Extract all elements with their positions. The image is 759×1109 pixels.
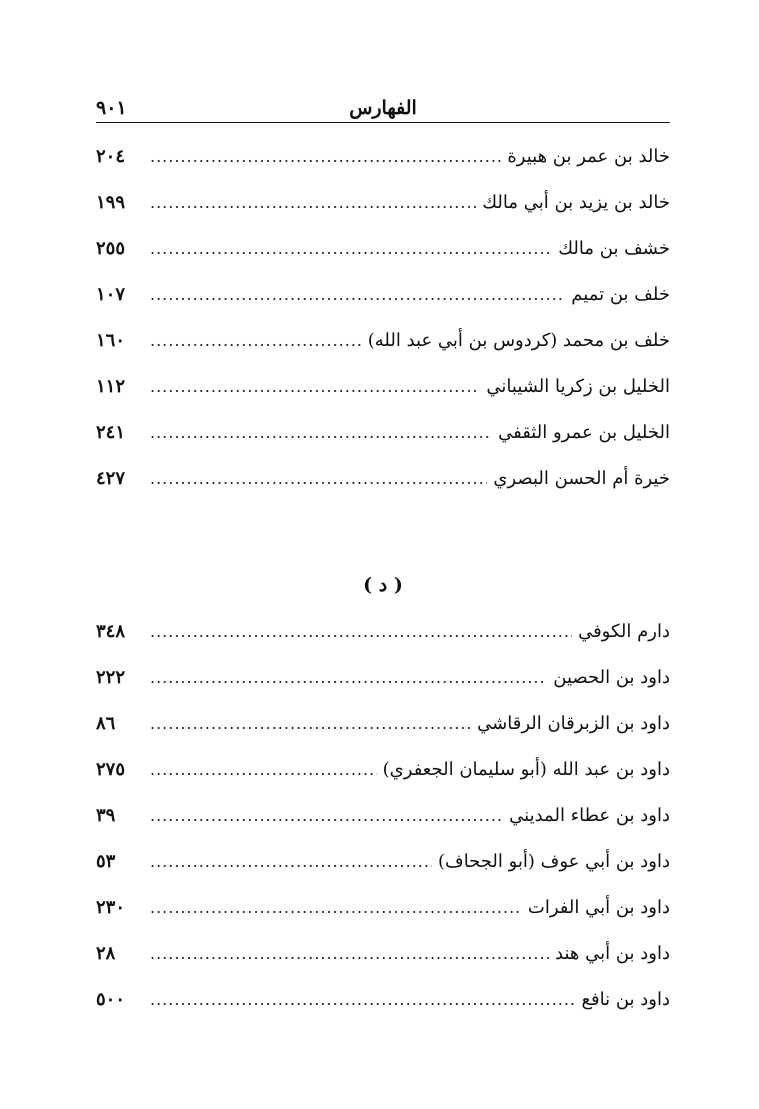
entry-name: خلف بن تميم	[571, 284, 670, 305]
index-entry	[96, 612, 670, 658]
index-entry	[96, 888, 670, 934]
index-entry	[96, 275, 670, 321]
entry-name: داود بن الحصين	[553, 667, 670, 688]
entry-page-number: ٢٨	[96, 943, 116, 964]
entry-page-number: ٣٩	[96, 805, 116, 826]
index-entry	[96, 413, 670, 459]
entry-name: خالد بن عمر بن هبيرة	[507, 146, 670, 167]
entry-page-number: ٨٦	[96, 713, 116, 734]
dot-leader	[150, 459, 487, 499]
entry-name: داود بن أبي عوف (أبو الجحاف)	[438, 851, 670, 872]
entry-name: داود بن نافع	[581, 989, 670, 1010]
dot-leader	[150, 367, 480, 407]
dot-leader	[150, 750, 377, 790]
page-title: الفهارس	[349, 97, 417, 119]
dot-leader	[150, 796, 503, 836]
index-entry	[96, 750, 670, 796]
entry-page-number: ٢٠٤	[96, 146, 126, 167]
index-entry	[96, 321, 670, 367]
entry-name: داود بن أبي هند	[555, 943, 670, 964]
entry-page-number: ٤٢٧	[96, 468, 126, 489]
entry-page-number: ٥٣	[96, 851, 116, 872]
entry-name: الخليل بن عمرو الثقفي	[498, 422, 670, 443]
dot-leader	[150, 275, 565, 315]
entry-name: خلف بن محمد (كردوس بن أبي عبد الله)	[367, 330, 670, 351]
entry-name: الخليل بن زكريا الشيباني	[486, 376, 670, 397]
entry-page-number: ٢٥٥	[96, 238, 126, 259]
entry-page-number: ٥٠٠	[96, 989, 126, 1010]
index-entry	[96, 459, 670, 505]
index-entry	[96, 137, 670, 183]
entry-page-number: ١٦٠	[96, 330, 126, 351]
index-entry	[96, 980, 670, 1026]
index-section-kha	[96, 137, 670, 505]
entry-page-number: ١١٢	[96, 376, 126, 397]
entry-name: داود بن أبي الفرات	[527, 897, 670, 918]
dot-leader	[150, 934, 549, 974]
page-header	[96, 96, 670, 123]
entry-name: خالد بن يزيد بن أبي مالك	[482, 192, 670, 213]
entry-name: دارم الكوفي	[578, 621, 670, 642]
dot-leader	[150, 888, 522, 928]
index-entry	[96, 229, 670, 275]
entry-name: داود بن عطاء المديني	[509, 805, 670, 826]
entry-page-number: ٢٣٠	[96, 897, 126, 918]
section-heading-dal: ( د )	[363, 574, 403, 596]
index-entry	[96, 183, 670, 229]
dot-leader	[150, 704, 471, 744]
dot-leader	[150, 183, 476, 223]
dot-leader	[150, 612, 572, 652]
index-entry	[96, 796, 670, 842]
entry-page-number: ٢٤١	[96, 422, 126, 443]
index-section-dal	[96, 612, 670, 1026]
index-entry	[96, 658, 670, 704]
entry-name: خشف بن مالك	[558, 238, 670, 259]
entry-name: داود بن عبد الله (أبو سليمان الجعفري)	[382, 759, 670, 780]
entry-page-number: ٣٤٨	[96, 621, 126, 642]
entry-name: خيرة أم الحسن البصري	[493, 468, 670, 489]
dot-leader	[150, 413, 492, 453]
dot-leader	[150, 842, 432, 882]
dot-leader	[150, 658, 547, 698]
entry-page-number: ٢٧٥	[96, 759, 126, 780]
page-number: ٩٠١	[96, 97, 127, 119]
index-entry	[96, 934, 670, 980]
dot-leader	[150, 321, 362, 361]
dot-leader	[150, 980, 575, 1020]
entry-page-number: ١٩٩	[96, 192, 126, 213]
entry-page-number: ١٠٧	[96, 284, 126, 305]
entry-page-number: ٢٢٢	[96, 667, 126, 688]
index-entry	[96, 704, 670, 750]
entry-name: داود بن الزبرقان الرقاشي	[477, 713, 670, 734]
index-entry	[96, 367, 670, 413]
index-entry	[96, 842, 670, 888]
dot-leader	[150, 137, 501, 177]
dot-leader	[150, 229, 552, 269]
